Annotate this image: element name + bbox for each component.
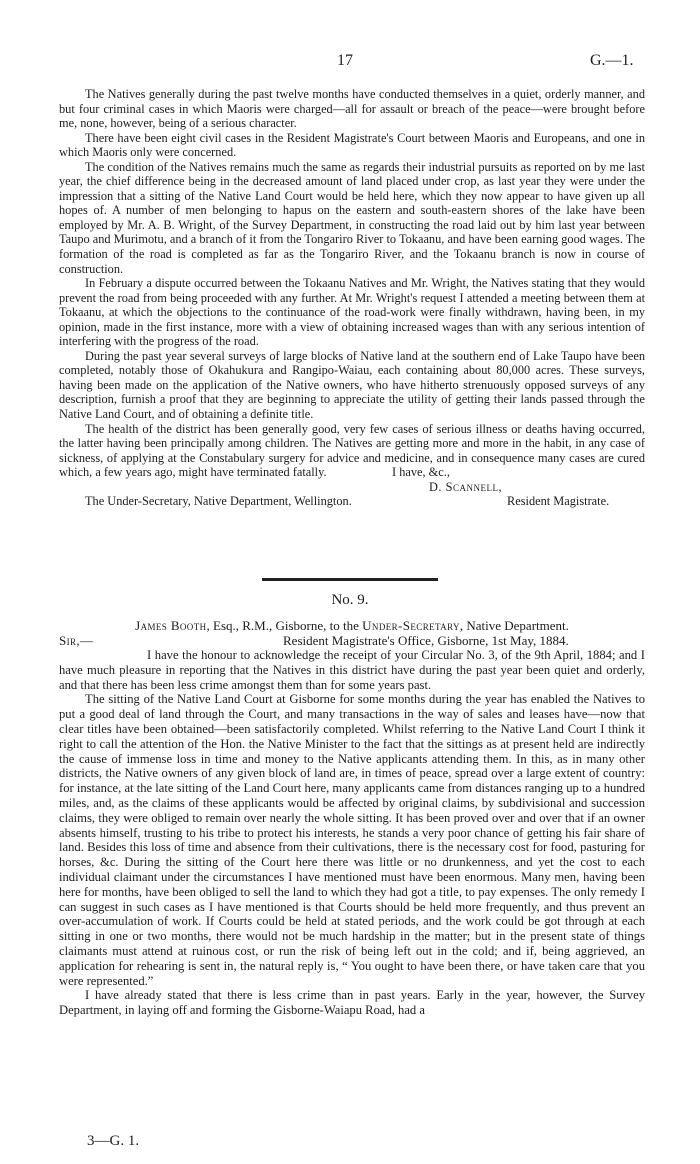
paragraph: During the past year several surveys of large blocks of Native land at the southern end of Lake Taupo have been completed, notably those of Okahukura and Rangipo-Waiau, each containing about 80,000 acres. These surveys, having been made on the application of the Native owners, who have hitherto strenuously opposed surveys of any description, furnish a proof that they are beginning to appreciate the utility of getting their lands passed through the Native Land Court, and of obtaining a definite title. [59,348,645,422]
section-number: No. 9. [331,592,369,608]
paragraph: There have been eight civil cases in the Resident Magistrate's Court between Maoris and Europeans, and one in which Maoris only were concerned. [59,130,645,160]
sender-details: , Esq., R.M., Gisborne, to the [206,618,363,633]
paragraph: The Natives generally during the past twelve months have conducted themselves in a quiet, orderly manner, and but four criminal cases in which Maoris were charged—all for assault or breach of the peace—were brought before me, none, however, being of a serious character. [59,87,645,131]
salutation-line [59,633,645,648]
closing-formula: I have, &c., [384,465,450,480]
recipient-name: Under-Secretary [362,618,460,633]
address-line [59,494,645,509]
signatory-name: D. Scannell, [429,479,503,494]
addressee: The Under-Secretary, Native Department, Wellington. [85,494,352,509]
paragraph: The sitting of the Native Land Court at Gisborne for some months during the year has enabled the Natives to put a good deal of land through the Court, and many transactions in the way of sales and leases have—now that clear titles have been obtained—been satisfactorily completed. Whilst referring to the Native Land Court I think it right to call the attention of the Hon. the Native Minister to the fact that the sittings as at present held are indirectly the cause of immense loss in time and money to the Native applicants attending them. In this, as in many other districts, the Native owners of any given block of land are, in times of peace, spread over a large extent of country: for instance, at the late sitting of the Land Court here, many applicants came from distances ranging up to a hundred miles, and, as the claims of these applicants would be affected by original claims, by subdivisional and succession claims, they were obliged to remain over nearly the whole sitting. It has been proved over and over that if an owner absents himself, trusting to his tribe to protect his interests, he stands a very poor chance of getting his fair share of land. Besides this loss of time and absence from their cultivations, there is the necessary cost for food, pasturing for horses, &c. During the sitting of the Court here there was little or no drunkenness, and yet the cost to each individual claimant under the circumstances I have mentioned must have been enormous. Many men, having been here for months, have been obliged to sell the land to which they had got a title, to pay expenses. The only remedy I can suggest in such cases as I have mentioned is that Courts should be held more frequently, and thus prevent an over-accumulation of work. If Courts could be held at stated periods, and the work could be got through at each sitting in one or two months, there would not be much hardship in the matter; but in the present state of things claimants must attend at ruinous cost, or run the risk of being left out in the cold; and if, being aggrieved, an application for rehearing is sent in, the natural reply is, “ You ought to have been there, or have taken care that you were represented.” [59,692,645,988]
section-divider-rule [262,578,438,581]
report-taupo [59,87,645,509]
recipient-details: , Native Department. [459,618,569,633]
signature-mark: 3—G. 1. [87,1133,140,1149]
signatory-line [59,480,645,495]
letter-no-9 [59,618,645,1018]
office-and-date: Resident Magistrate's Office, Gisborne, 1st May, 1884. [283,633,569,648]
signatory-title: Resident Magistrate. [507,494,610,509]
page-number: 17 [337,52,353,69]
letter-heading [59,618,645,633]
paragraph: In February a dispute occurred between the Tokaanu Natives and Mr. Wright, the Natives stating that they would prevent the road from being proceeded with any further. At Mr. Wright's request I attended a meeting between them at Tokaanu, at which the objections to the continuance of the road-work were finally withdrawn, having been, in my opinion, made in the first instance, more with a view of obtaining increased wages than with any serious intention of interfering with the progress of the road. [59,276,645,349]
parliamentary-paper-reference: G.—1. [590,52,634,69]
paragraph: The health of the district has been generally good, very few cases of serious illness or deaths having occurred, the latter having been principally among children. The Natives are getting more and more in the habit, in any case of sickness, of applying at the Constabulary surgery for advice and medicine, and in consequence many cases are cured which, a few years ago, might have terminated fatally. [59,421,645,480]
paragraph: I have already stated that there is less crime than in past years. Early in the year, however, the Survey Department, in laying off and forming the Gisborne-Waiapu Road, had a [59,988,645,1018]
paragraph: The condition of the Natives remains much the same as regards their industrial pursuits as reported on by me last year, the chief difference being in the decreased amount of land placed under crop, as last year they were under the impression that a sitting of the Native Land Court would be held here, which they now appear to have given up all hopes of. A number of men belonging to hapus on the eastern and south-eastern shores of the lake have been employed by Mr. A. B. Wright, of the Survey Department, in constructing the road laid out by him last year between Taupo and Murimotu, and a branch of it from the Tongariro River to Tokaanu, and have been earning good wages. The formation of the road is completed as far as the Tongariro River, and the Tokaanu branch is now in course of construction. [59,159,645,276]
sender-name: James Booth [135,618,207,633]
closing-line [59,465,645,480]
salutation: Sir,— [59,633,94,648]
paragraph: I have the honour to acknowledge the receipt of your Circular No. 3, of the 9th April, 1884; and I have much pleasure in reporting that the Natives in this district have during the past year been quiet and orderly, and that there has been less crime amongst them than for some years past. [59,648,645,692]
